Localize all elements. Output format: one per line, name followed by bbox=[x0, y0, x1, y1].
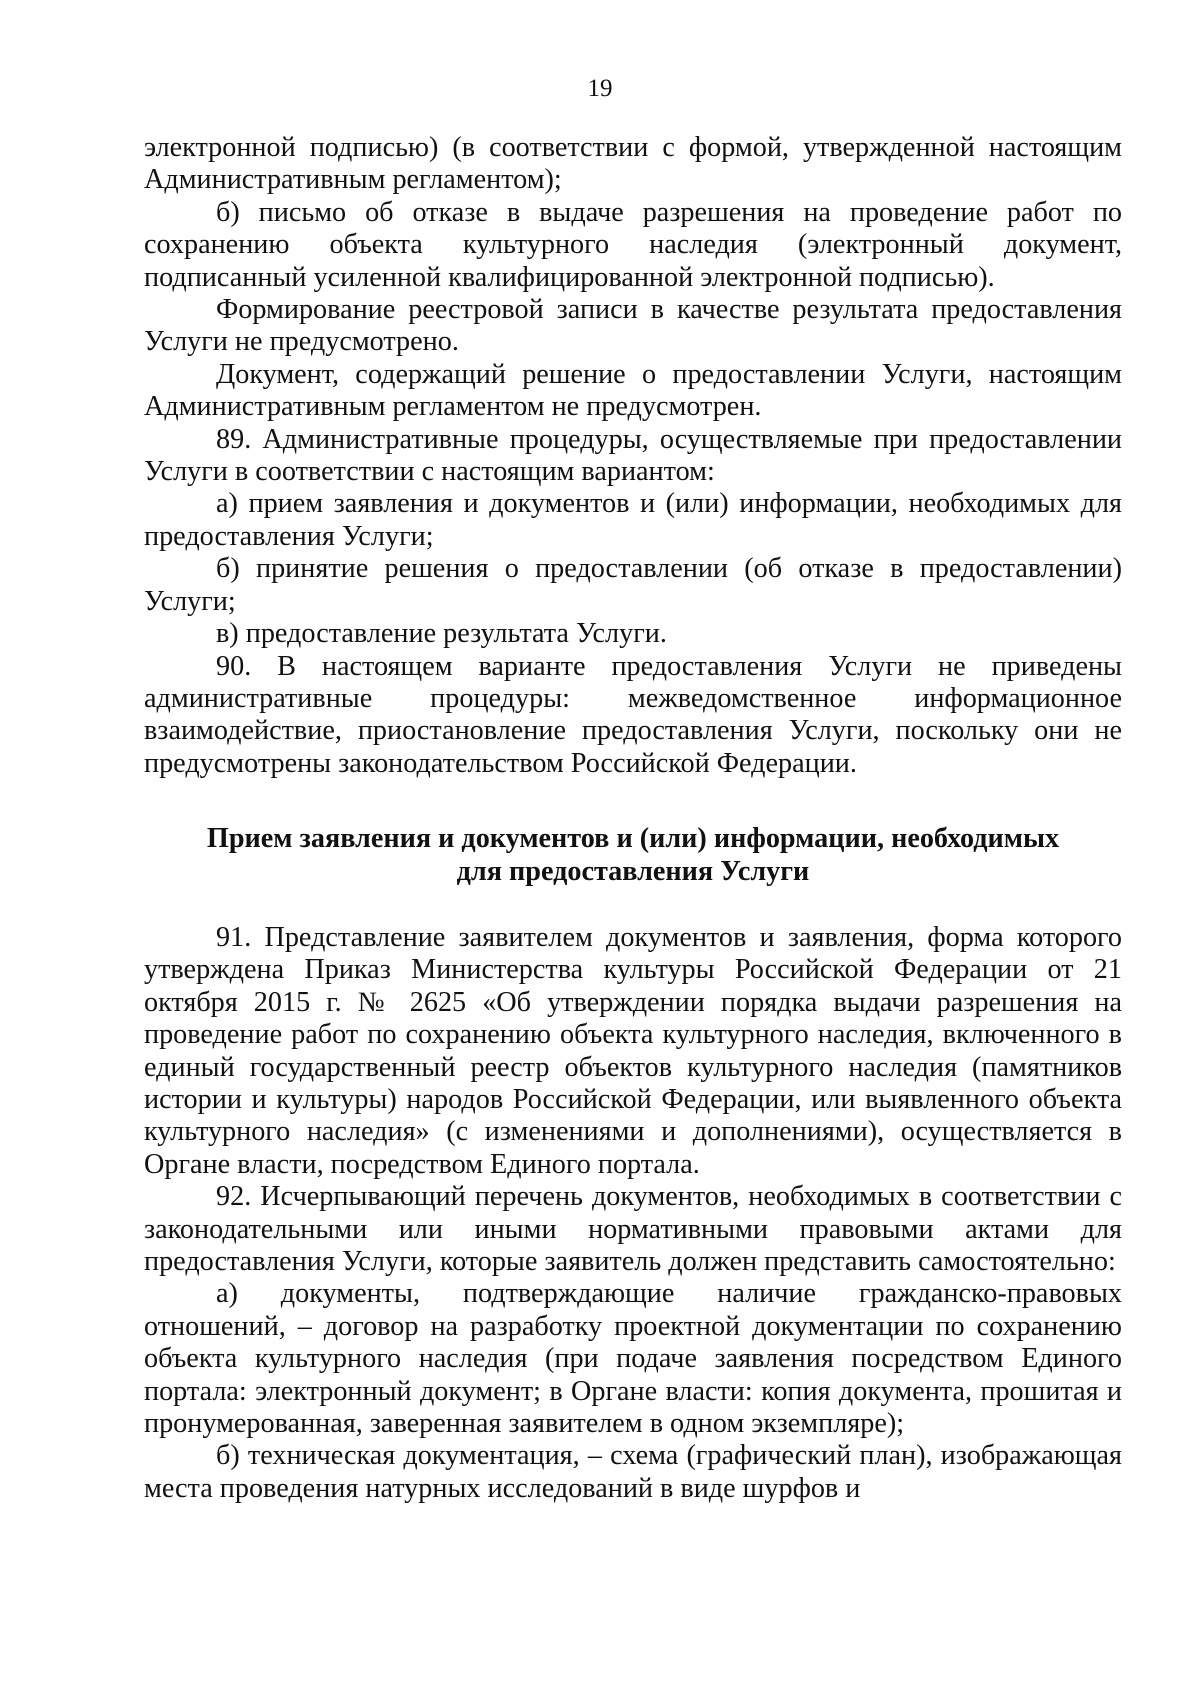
paragraph-decision-document: Документ, содержащий решение о предоставлении Услуги, настоящим Административным регламентом не предусмотрен. bbox=[144, 358, 1122, 423]
paragraph-registry-record: Формирование реестровой записи в качестве результата предоставления Услуги не предусмотрено. bbox=[144, 294, 1122, 358]
paragraph-91: 91. Представление заявителем документов и заявления, форма которого утверждена Приказ Министерства культуры Российской Федерации от 21 октября 2015 г. № 2625 «Об утверждении порядка выдачи разрешения на проведение работ по сохранению объекта культурного наследия, включенного в единый государственный реестр объектов культурного наследия (памятников истории и культуры) народов Российской Федерации, или выявленного объекта культурного наследия» (с изменениями и дополнениями), осуществляется в Органе власти, посредством Единого портала. bbox=[144, 921, 1122, 1180]
paragraph-92-b: б) техническая документация, – схема (графический план), изображающая места проведения натурных исследований в виде шурфов и bbox=[144, 1440, 1122, 1504]
paragraph-92-a: а) документы, подтверждающие наличие гражданско-правовых отношений, – договор на разработку проектной документации по сохранению объекта культурного наследия (при подаче заявления посредством Единого портала: электронный документ; в Органе власти: копия документа, прошитая и пронумерованная, заверенная заявителем в одном экземпляре); bbox=[144, 1278, 1122, 1440]
paragraph-90: 90. В настоящем варианте предоставления Услуги не приведены административные процедуры: межведомственное информационное взаимодействие, приостановление предоставления Услуги, поскольку они не предусмотрены законодательством Российской Федерации. bbox=[144, 650, 1122, 779]
paragraph-89-a: а) прием заявления и документов и (или) информации, необходимых для предоставления Услуги; bbox=[144, 488, 1122, 552]
section-heading bbox=[144, 823, 1122, 888]
paragraph-refusal-letter: б) письмо об отказе в выдаче разрешения на проведение работ по сохранению объекта культурного наследия (электронный документ, подписанный усиленной квалифицированной электронной подписью). bbox=[144, 196, 1122, 293]
paragraph-89: 89. Административные процедуры, осуществляемые при предоставлении Услуги в соответствии с настоящим вариантом: bbox=[144, 423, 1122, 488]
paragraph-89-c: в) предоставление результата Услуги. bbox=[216, 618, 667, 650]
paragraph-89-b: б) принятие решения о предоставлении (об отказе в предоставлении) Услуги; bbox=[144, 553, 1122, 617]
section-heading-line-1: Прием заявления и документов и (или) информации, необходимых bbox=[206, 823, 1060, 855]
paragraph-92: 92. Исчерпывающий перечень документов, необходимых в соответствии с законодательными или иными нормативными правовыми актами для предоставления Услуги, которые заявитель должен представить самостоятельно: bbox=[144, 1181, 1122, 1277]
section-heading-line-2: для предоставления Услуги bbox=[456, 855, 810, 887]
page-number: 19 bbox=[587, 75, 613, 102]
document-body bbox=[144, 132, 1122, 1505]
paragraph-continuation: электронной подписью) (в соответствии с формой, утвержденной настоящим Административным регламентом); bbox=[144, 132, 1122, 196]
